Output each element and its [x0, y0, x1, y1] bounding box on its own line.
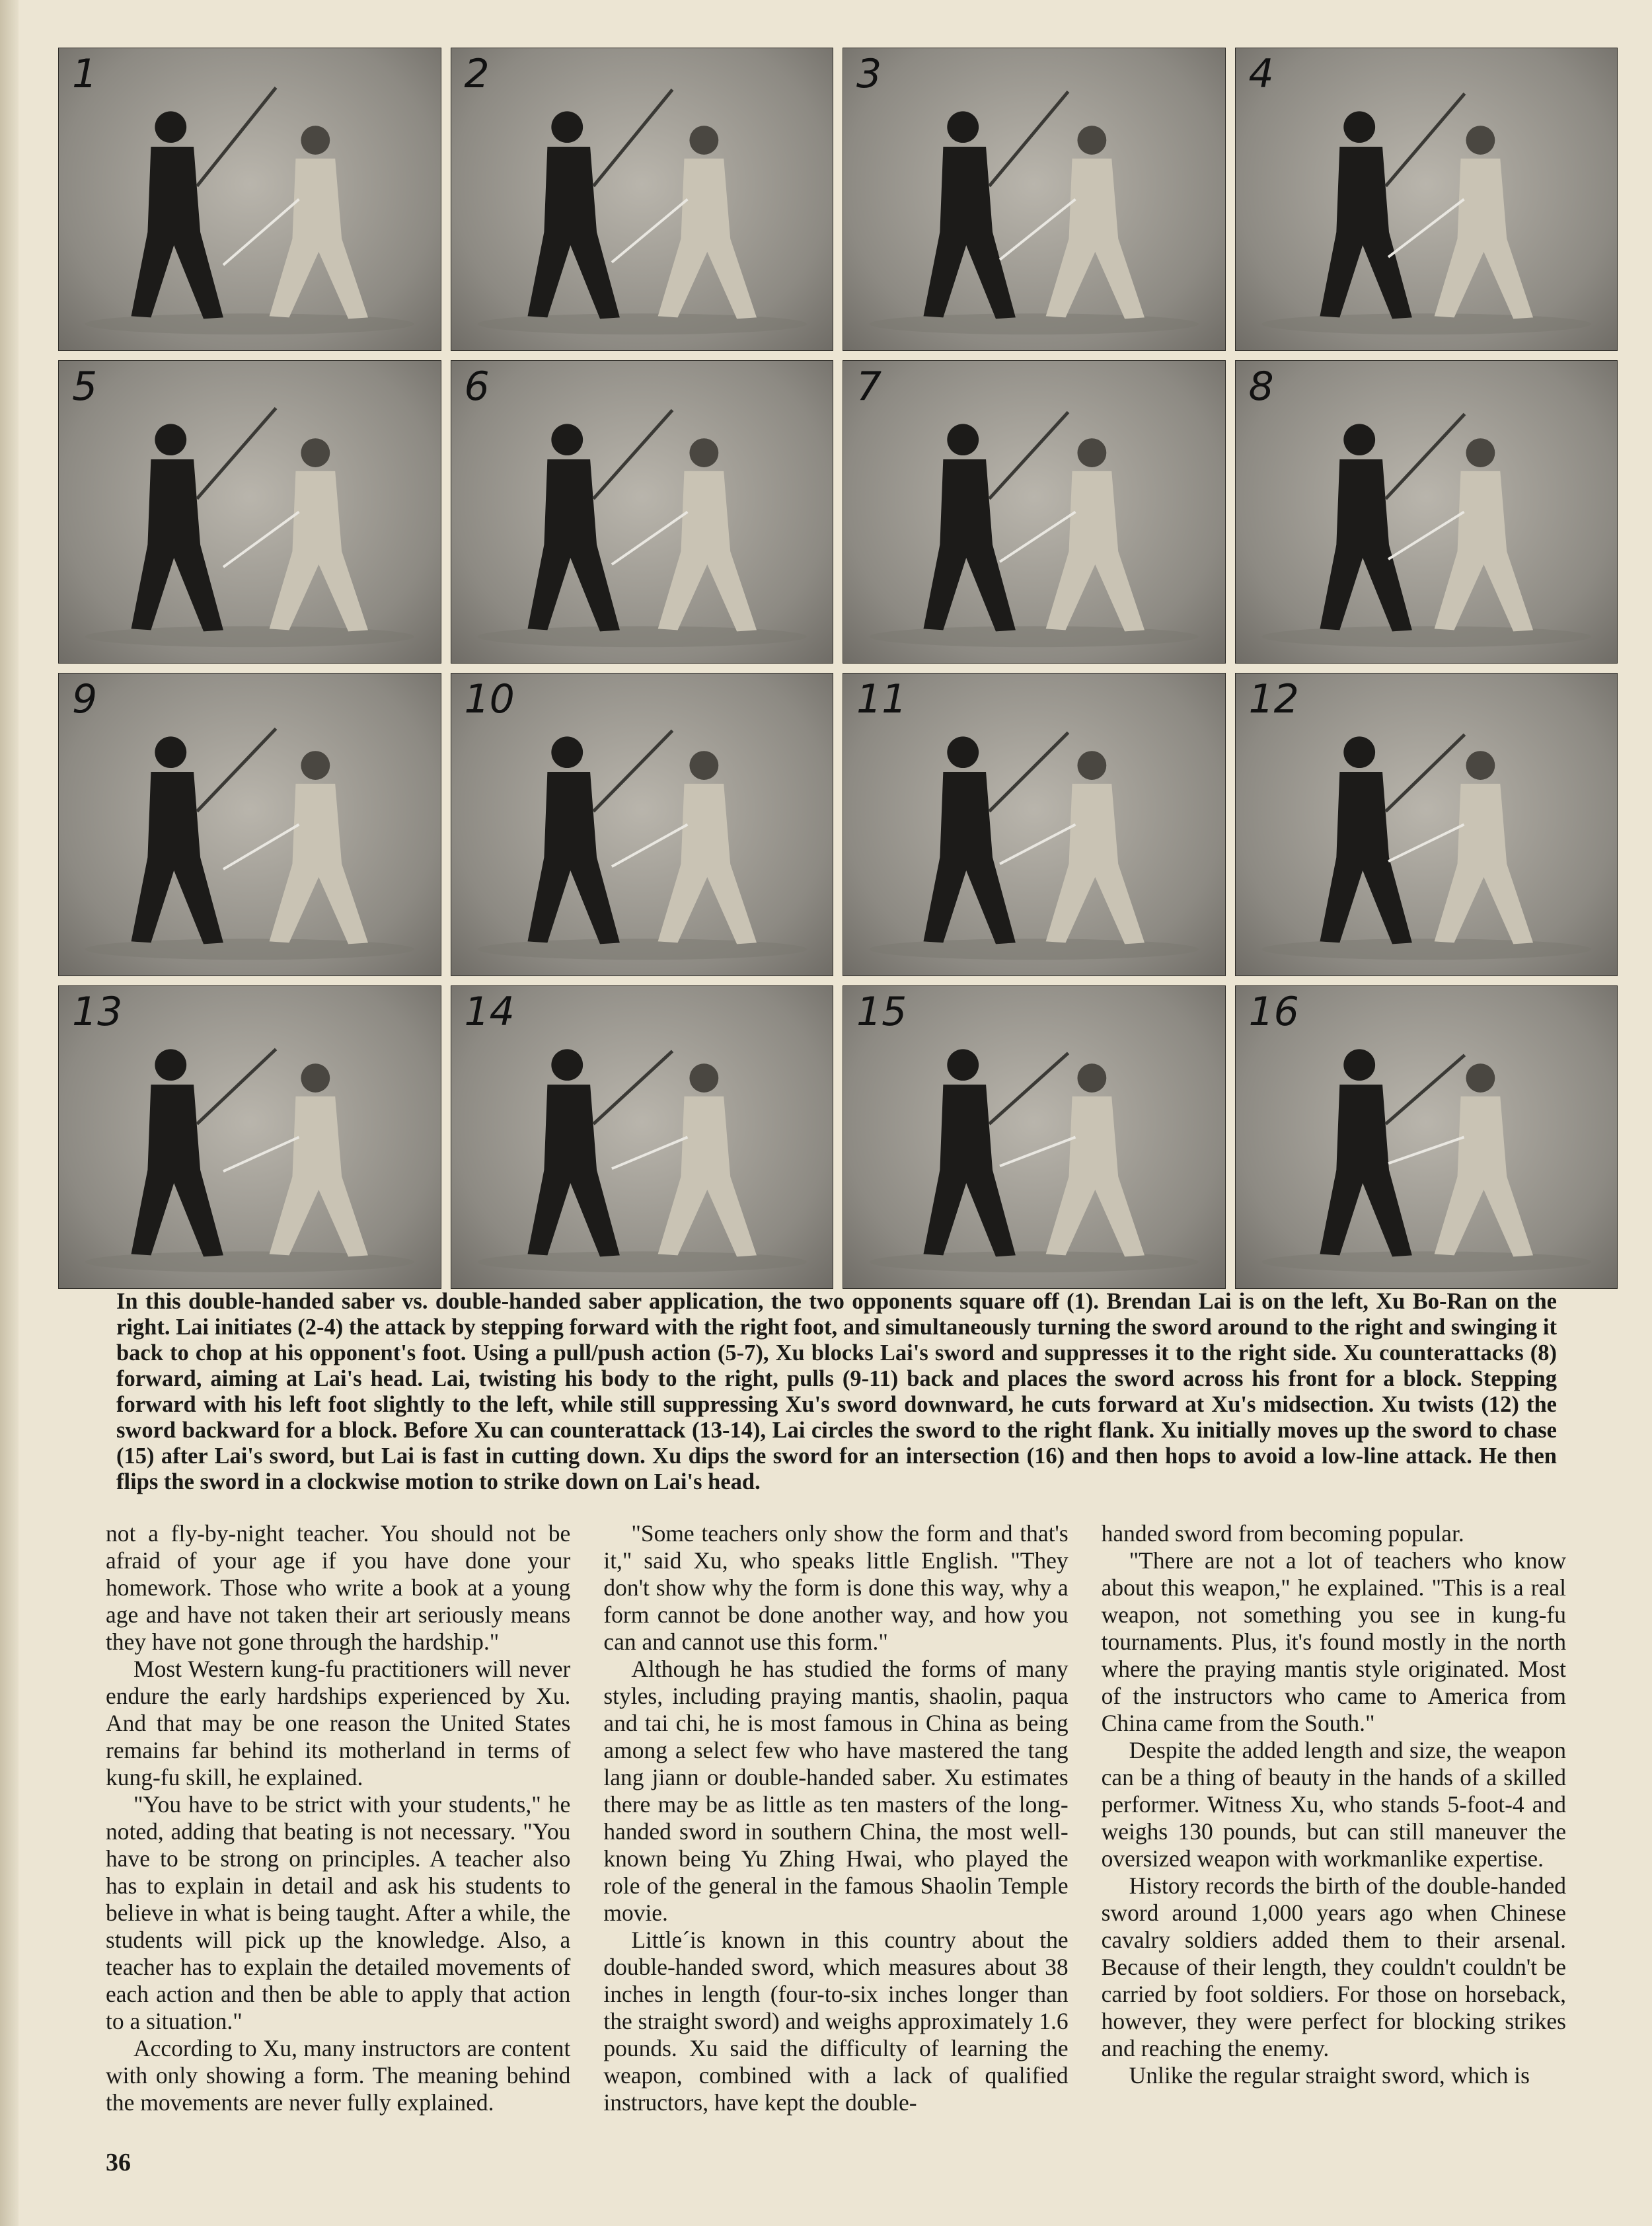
fighters-illustration [59, 986, 441, 1288]
article-column-3 [1102, 1520, 1566, 2168]
technique-photo [843, 985, 1226, 1289]
article-column-1 [106, 1520, 570, 2168]
fighters-illustration [59, 361, 441, 663]
photo-number: 4 [1248, 51, 1274, 97]
article-body [106, 1520, 1566, 2168]
technique-photo [58, 985, 441, 1289]
fighters-illustration [59, 673, 441, 976]
photo-number: 7 [856, 364, 882, 410]
fighters-illustration [843, 361, 1225, 663]
fighters-illustration [451, 986, 833, 1288]
technique-photo [451, 673, 834, 976]
photo-number: 1 [72, 51, 98, 97]
photo-number: 14 [464, 989, 515, 1035]
page-binding-edge [0, 0, 19, 2226]
article-paragraph: Despite the added length and size, the weapon can be a thing of beauty in the hands of a skilled performer. Witness Xu, who stands 5-foot-4 and weighs 130 pounds, but can still maneuver the oversized weapon with workmanlike expertise. [1101, 1737, 1566, 1872]
technique-photo [1235, 360, 1618, 664]
photo-number: 12 [1248, 676, 1299, 722]
technique-photo [843, 360, 1226, 664]
photo-sequence-grid [58, 48, 1618, 1289]
fighters-illustration [1236, 986, 1618, 1288]
photo-number: 10 [464, 676, 515, 722]
article-paragraph: "You have to be strict with your students," he noted, adding that beating is not necessary. "You have to be strong on principles. A teacher also has to explain in detail and ask his students to believe in what is being taught. After a while, the students will pick up the knowledge. Also, a teacher has to explain the detailed movements of each action and then be able to apply that action to a situation." [106, 1791, 571, 2034]
fighters-illustration [1236, 361, 1618, 663]
article-column-2 [603, 1520, 1068, 2168]
article-paragraph: handed sword from becoming popular. [1101, 1520, 1464, 1547]
fighters-illustration [451, 361, 833, 663]
photo-number: 5 [72, 364, 98, 410]
article-paragraph: According to Xu, many instructors are content with only showing a form. The meaning behind the movements are never fully explained. [106, 2035, 571, 2116]
photo-number: 11 [856, 676, 907, 722]
article-paragraph: Although he has studied the forms of many styles, including praying mantis, shaolin, paqua and tai chi, he is most famous in China as being among a select few who have mastered the tang lang jiann or double-handed saber. Xu estimates there may be as little as ten masters of the long-handed sword in southern China, the most well-known being Yu Zhing Hwai, who played the role of the general in the famous Shaolin Temple movie. [603, 1656, 1069, 1926]
photo-number: 15 [856, 989, 907, 1035]
article-paragraph: "There are not a lot of teachers who know about this weapon," he explained. "This is a real weapon, not something you see in kung-fu tournaments. Plus, it's found mostly in the north where the praying mantis style originated. Most of the instructors who came to America from China came from the South." [1101, 1547, 1566, 1736]
technique-photo [1235, 673, 1618, 976]
page-number: 36 [106, 2149, 131, 2176]
article-paragraph: Most Western kung-fu practitioners will never endure the early hardships experienced by Xu. And that may be one reason the United States remains far behind its motherland in terms of kung-fu skill, he explained. [106, 1656, 571, 1790]
article-paragraph: History records the birth of the double-handed sword around 1,000 years ago when Chinese cavalry soldiers added them to their arsenal. Because of their length, they couldn't couldn't be carried by foot soldiers. For those on horseback, however, they were perfect for blocking strikes and reaching the enemy. [1101, 1872, 1566, 2061]
photo-number: 9 [72, 676, 98, 722]
fighters-illustration [843, 673, 1225, 976]
fighters-illustration [59, 48, 441, 350]
technique-photo [1235, 985, 1618, 1289]
technique-photo [58, 48, 441, 351]
technique-photo [843, 48, 1226, 351]
fighters-illustration [1236, 673, 1618, 976]
article-paragraph: Unlike the regular straight sword, which is [1129, 2062, 1530, 2089]
fighters-illustration [451, 48, 833, 350]
fighters-illustration [843, 48, 1225, 350]
photo-number: 2 [464, 51, 490, 97]
photo-caption: In this double-handed saber vs. double-handed saber application, the two opponents square off (1). Brendan Lai is on the left, Xu Bo-Ran on the right. Lai initiates (2-4) the attack by stepping forward with the right foot, and simultaneously turning the sword around to the right and swinging it back to chop at his opponent's foot. Using a pull/push action (5-7), Xu blocks Lai's sword and suppresses it to the right side. Xu counterattacks (8) forward, aiming at Lai's head. Lai, twisting his body to the right, pulls (9-11) back and places the sword across his front for a block. Stepping forward with his left foot slightly to the left, while still suppressing Xu's sword downward, he cuts forward at Xu's midsection. Xu twists (12) the sword backward for a block. Before Xu can counterattack (13-14), Lai circles the sword to the right flank. Xu initially moves up the sword to chase (15) after Lai's sword, but Lai is fast in cutting down. Xu dips the sword for an intersection (16) and then hops to avoid a low-line attack. He then flips the sword in a clockwise motion to strike down on Lai's head. [116, 1289, 1557, 1494]
article-paragraph: Little´is known in this country about the double-handed sword, which measures about 38 inches in length (four-to-six inches longer than the straight sword) and weighs approximately 1.6 pounds. Xu said the difficulty of learning the weapon, combined with a lack of qualified instructors, have kept the double- [603, 1927, 1069, 2116]
photo-number: 8 [1248, 364, 1274, 410]
article-paragraph: not a fly-by-night teacher. You should not be afraid of your age if you have done your homework. Those who write a book at a young age and have not taken their art seriously means they have not gone through the hardship." [106, 1520, 571, 1655]
photo-number: 6 [464, 364, 490, 410]
technique-photo [58, 360, 441, 664]
photo-number: 3 [856, 51, 882, 97]
article-paragraph: "Some teachers only show the form and that's it," said Xu, who speaks little English. "They don't show why the form is done this way, why a form cannot be done another way, and how you can and cannot use this form." [603, 1520, 1069, 1655]
fighters-illustration [843, 986, 1225, 1288]
fighters-illustration [451, 673, 833, 976]
photo-number: 13 [72, 989, 123, 1035]
technique-photo [451, 360, 834, 664]
fighters-illustration [1236, 48, 1618, 350]
technique-photo [58, 673, 441, 976]
technique-photo [1235, 48, 1618, 351]
technique-photo [843, 673, 1226, 976]
technique-photo [451, 48, 834, 351]
photo-number: 16 [1248, 989, 1299, 1035]
technique-photo [451, 985, 834, 1289]
